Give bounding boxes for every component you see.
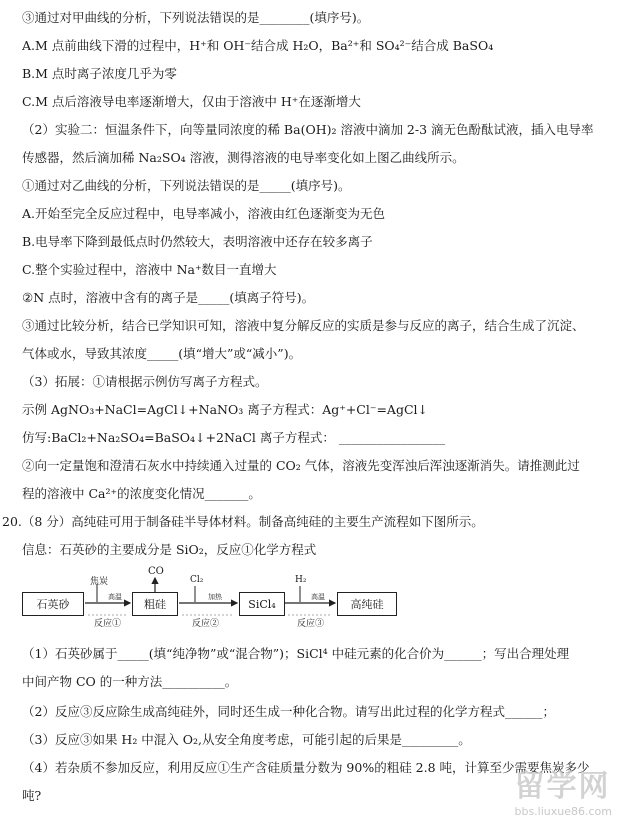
arrow-2-reagent: Cl₂ <box>190 575 204 585</box>
box-quartz-sand: 石英砂 <box>22 592 84 616</box>
text-line: C.M 点后溶液导电率逐渐增大，仅由于溶液中 H⁺在逐渐增大 <box>22 94 361 109</box>
text-line: ③通过比较分析，结合已学知识可知，溶液中复分解反应的实质是参与反应的离子，结合生成了沉淀、 <box>22 318 585 333</box>
box-sicl4: SiCl₄ <box>239 592 285 616</box>
text-line: ②N 点时，溶液中含有的离子是_____(填离子符号)。 <box>22 290 315 305</box>
text-line: （2）实验二：恒温条件下，向等量同浓度的稀 Ba(OH)₂ 溶液中滴加 2-3 滴无色酚酞试液，插入电导率 <box>22 122 594 137</box>
text-line: 示例 AgNO₃+NaCl=AgCl↓+NaNO₃ 离子方程式：Ag⁺+Cl⁻=AgCl↓ <box>22 402 428 417</box>
text-line: （1）石英砂属于_____(填“纯净物”或“混合物”)；SiCl⁴ 中硅元素的化合价为______；写出合理处理 <box>22 646 570 661</box>
text-line: C.整个实验过程中，溶液中 Na⁺数目一直增大 <box>22 262 277 277</box>
arrow-2-condition: 加热 <box>208 593 222 601</box>
text-line: 传感器，然后滴加稀 Na₂SO₄ 溶液，测得溶液的电导率变化如上图乙曲线所示。 <box>22 150 465 165</box>
arrow-3-reagent: H₂ <box>295 575 307 585</box>
arrow-1-reagent: 焦炭 <box>90 577 109 587</box>
co-label: CO <box>148 566 164 577</box>
text-line: 程的溶液中 Ca²⁺的浓度变化情况_______。 <box>22 486 261 501</box>
text-line: A.M 点前曲线下滑的过程中，H⁺和 OH⁻结合成 H₂O，Ba²⁺和 SO₄²⁻结合成 BaSO₄ <box>22 38 494 53</box>
watermark <box>514 761 612 818</box>
text-line: （3）反应③如果 H₂ 中混入 O₂,从安全角度考虑，可能引起的后果是_________。 <box>22 732 471 747</box>
text-line: 吨? <box>22 788 42 803</box>
text-line: ②向一定量饱和澄清石灰水中持续通入过量的 CO₂ 气体，溶液先变浑浊后浑浊逐渐消失。请推测此过 <box>22 458 580 473</box>
arrow-2-reaction: 反应② <box>192 619 220 629</box>
arrow-3-reaction: 反应③ <box>297 619 325 629</box>
question-20-title: 20.（8 分）高纯硅可用于制备硅半导体材料。制备高纯硅的主要生产流程如下图所示。 <box>2 514 484 529</box>
arrow-1-reaction: 反应① <box>94 619 122 629</box>
production-flow-diagram <box>22 566 452 636</box>
text-line: 中间产物 CO 的一种方法__________。 <box>22 674 238 689</box>
text-line: 仿写:BaCl₂+Na₂SO₄=BaSO₄↓+2NaCl 离子方程式： _________________ <box>22 430 446 445</box>
watermark-brand: 留学网 <box>514 769 611 804</box>
text-line: B.电导率下降到最低点时仍然较大，表明溶液中还存在较多离子 <box>22 234 373 249</box>
text-line: （4）若杂质不参加反应，利用反应①生产含硅质量分数为 90%的粗硅 2.8 吨，计算至少需要焦炭多少 <box>22 760 590 775</box>
info-line: 信息：石英砂的主要成分是 SiO₂，反应①化学方程式 <box>22 542 317 557</box>
watermark-url: bbs.liuxue86.com <box>514 805 612 818</box>
text-line: 气体或水，导致其浓度_____(填“增大”或“减小”)。 <box>22 346 302 361</box>
text-line: B.M 点时离子浓度几乎为零 <box>22 66 177 81</box>
arrow-1-condition: 高温 <box>108 593 122 601</box>
box-pure-silicon: 高纯硅 <box>337 592 397 616</box>
text-line: ③通过对甲曲线的分析，下列说法错误的是________(填序号)。 <box>22 10 370 25</box>
box-crude-silicon: 粗硅 <box>132 592 178 616</box>
text-line: （2）反应③反应除生成高纯硅外，同时还生成一种化合物。请写出此过程的化学方程式______； <box>22 704 555 719</box>
text-line: ①通过对乙曲线的分析，下列说法错误的是_____(填序号)。 <box>22 178 351 193</box>
text-line: （3）拓展：①请根据示例仿写离子方程式。 <box>22 374 268 389</box>
text-line: A.开始至完全反应过程中，电导率减小，溶液由红色逐渐变为无色 <box>22 206 386 221</box>
arrow-3-condition: 高温 <box>311 593 325 601</box>
